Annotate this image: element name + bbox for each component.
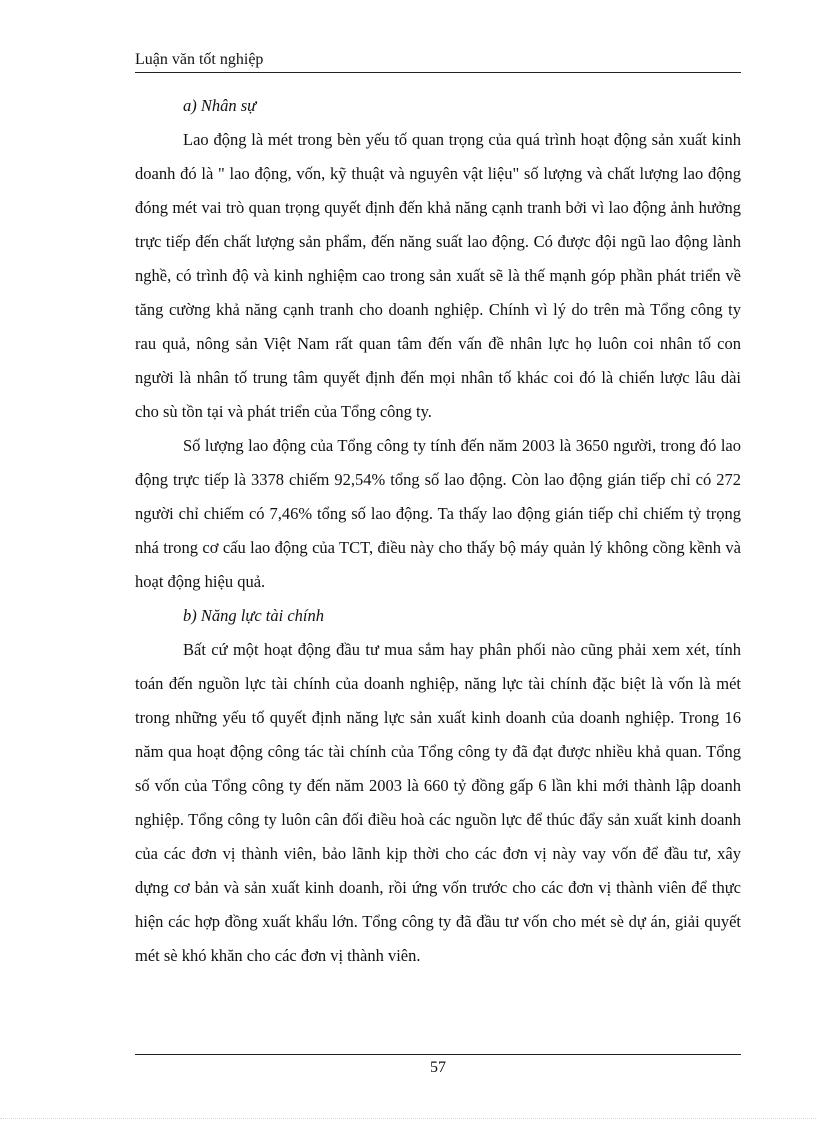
paragraph-labor-statistics: Số lượng lao động của Tổng công ty tính đến năm 2003 là 3650 người, trong đó lao động trực tiếp là 3378 chiếm 92,54% tổng số lao động. Còn lao động gián tiếp chỉ có 272 người chỉ chiếm có 7,46% tổng số lao động. Ta thấy lao động gián tiếp chỉ chiếm tỷ trọng nhá trong cơ cấu lao động của TCT, điều này cho thấy bộ máy quản lý không cồng kềnh và hoạt động hiệu quả. (135, 436, 741, 591)
section-heading-financial-capacity: b) Năng lực tài chính (183, 606, 324, 625)
page-footer (135, 1054, 741, 1080)
paragraph-financial-capacity: Bất cứ một hoạt động đầu tư mua sắm hay phân phối nào cũng phải xem xét, tính toán đến nguồn lực tài chính của doanh nghiệp, năng lực tài chính đặc biệt là vốn là mét trong những yếu tố quyết định năng lực sản xuất kinh doanh của doanh nghiệp. Trong 16 năm qua hoạt động công tác tài chính của Tổng công ty đã đạt được nhiều khả quan. Tổng số vốn của Tổng công ty đến năm 2003 là 660 tỷ đồng gấp 6 lần khi mới thành lập doanh nghiệp. Tổng công ty luôn cân đối điều hoà các nguồn lực để thúc đẩy sản xuất kinh doanh của các đơn vị thành viên, bảo lãnh kịp thời cho các đơn vị này vay vốn để đầu tư, xây dựng cơ bản và sản xuất kinh doanh, rồi ứng vốn trước cho các đơn vị thành viên để thực hiện các hợp đồng xuất khẩu lớn. Tổng công ty đã đầu tư vốn cho mét sè dự án, giải quyết mét sè khó khăn cho các đơn vị thành viên. (135, 640, 741, 965)
section-heading-human-resources: a) Nhân sự (183, 96, 257, 115)
page-number: 57 (430, 1059, 446, 1076)
section-financial-capacity (135, 599, 741, 973)
header-title: Luận văn tốt nghiệp (135, 51, 264, 68)
page-header (135, 50, 741, 73)
page-edge-divider (0, 1118, 816, 1119)
section-human-resources (135, 89, 741, 599)
paragraph-labor-role: Lao động là mét trong bèn yếu tố quan trọng của quá trình hoạt động sản xuất kinh doanh đó là " lao động, vốn, kỹ thuật và nguyên vật liệu" số lượng và chất lượng lao động đóng mét vai trò quan trọng quyết định đến khả năng cạnh tranh bởi vì lao động ảnh hưởng trực tiếp đến chất lượng sản phẩm, đến năng suất lao động. Có được đội ngũ lao động lành nghề, có trình độ và kinh nghiệm cao trong sản xuất sẽ là thế mạnh góp phần phát triển về tăng cường khả năng cạnh tranh cho doanh nghiệp. Chính vì lý do trên mà Tổng công ty rau quả, nông sản Việt Nam rất quan tâm đến vấn đề nhân lực họ luôn coi nhân tố con người là nhân tố trung tâm quyết định đến mọi nhân tố khác coi đó là chiến lược lâu dài cho sù tồn tại và phát triển của Tổng công ty. (135, 130, 741, 421)
page-content (135, 89, 741, 973)
